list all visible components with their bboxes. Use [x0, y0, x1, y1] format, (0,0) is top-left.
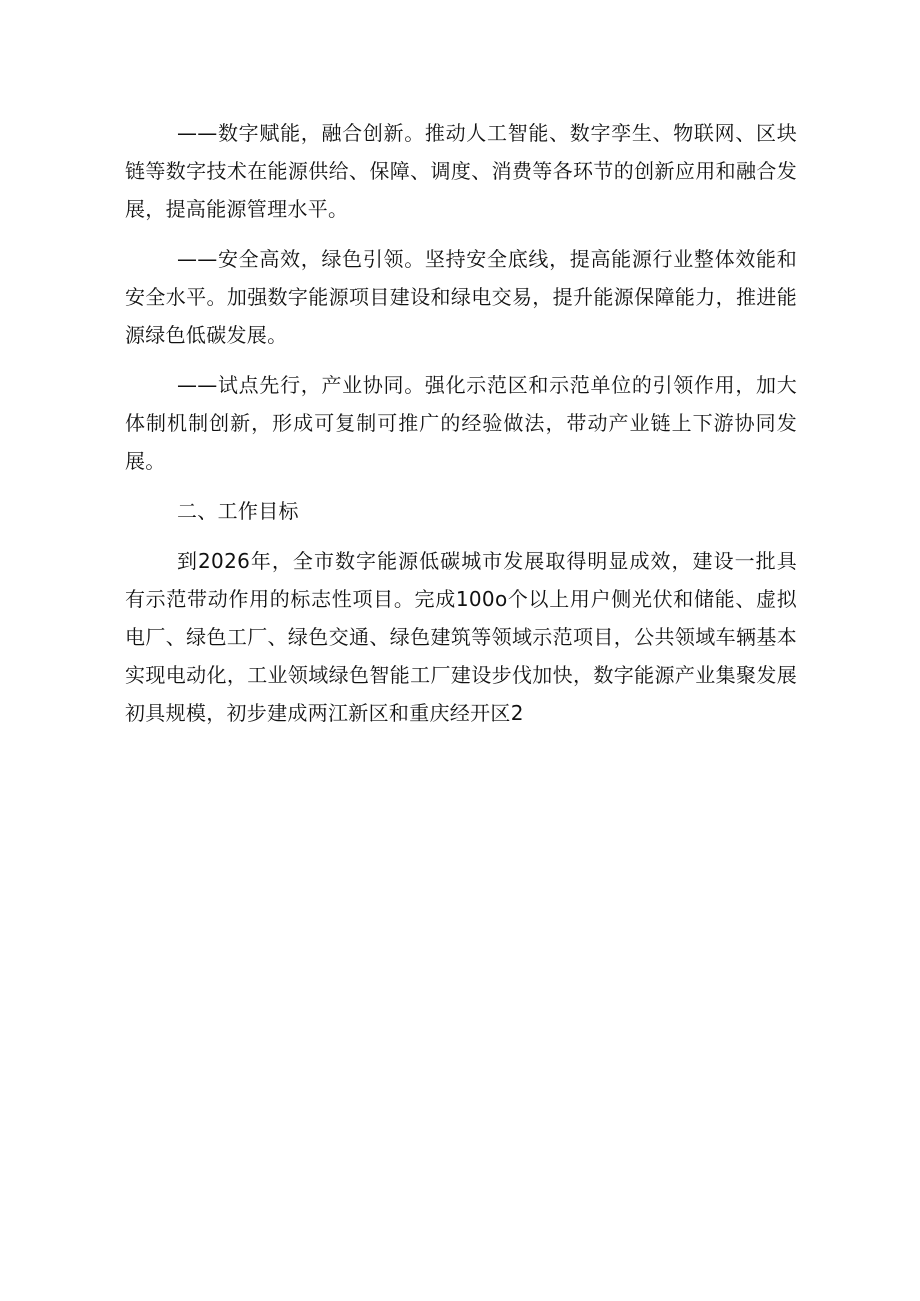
document-body — [125, 114, 797, 744]
section-heading: 二、工作目标 — [177, 499, 299, 523]
principle-paragraph-digital: ——数字赋能，融合创新。推动人工智能、数字孪生、物联网、区块链等数字技术在能源供给、保障、调度、消费等各环节的创新应用和融合发展，提高能源管理水平。 — [125, 121, 797, 221]
principle-paragraph-pilot: ——试点先行，产业协同。强化示范区和示范单位的引领作用，加大体制机制创新，形成可复制可推广的经验做法，带动产业链上下游协同发展。 — [125, 373, 797, 473]
goal-paragraph: 到2026年，全市数字能源低碳城市发展取得明显成效，建设一批具有示范带动作用的标志性项目。完成100o个以上用户侧光伏和储能、虚拟电厂、绿色工厂、绿色交通、绿色建筑等领域示范项目，公共领域车辆基本实现电动化，工业领域绿色智能工厂建设步伐加快，数字能源产业集聚发展初具规模，初步建成两江新区和重庆经开区2 — [125, 549, 797, 725]
principle-paragraph-safety: ——安全高效，绿色引领。坚持安全底线，提高能源行业整体效能和安全水平。加强数字能源项目建设和绿电交易，提升能源保障能力，推进能源绿色低碳发展。 — [125, 247, 797, 347]
